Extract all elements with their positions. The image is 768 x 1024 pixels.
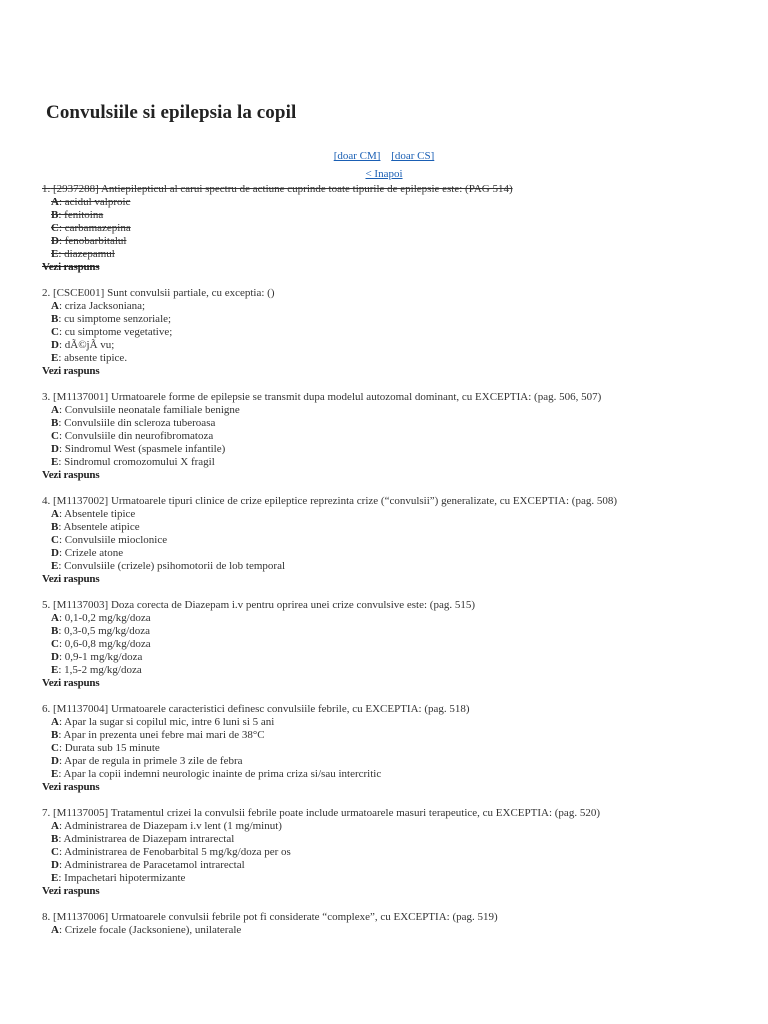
answer-option (42, 352, 742, 365)
question-number: 6. (42, 703, 51, 715)
option-text: : Administrarea de Diazepam intrarectal (58, 833, 235, 845)
question-number: 8. (42, 911, 51, 923)
option-letter: D (51, 651, 59, 663)
question-number: 7. (42, 807, 51, 819)
answer-option (42, 820, 742, 833)
option-letter: A (51, 924, 59, 936)
show-answer-link[interactable]: Vezi raspuns (42, 677, 100, 689)
question-text (42, 703, 742, 716)
answer-option (42, 625, 742, 638)
option-letter: E (51, 248, 59, 260)
answer-option (42, 716, 742, 729)
option-letter: C (51, 222, 59, 234)
option-text: : Convulsiile din scleroza tuberoasa (58, 417, 216, 429)
option-text: : Apar la copii indemni neurologic inainte de prima criza si/sau intercritic (58, 768, 382, 780)
answer-option (42, 209, 742, 222)
show-answer-link[interactable]: Vezi raspuns (42, 885, 100, 897)
option-letter: A (51, 300, 59, 312)
option-text: : 0,3-0,5 mg/kg/doza (58, 625, 150, 637)
option-text: : carbamazepina (58, 222, 131, 234)
option-letter: A (51, 196, 59, 208)
answer-option (42, 768, 742, 781)
answer-option (42, 534, 742, 547)
option-letter: B (51, 417, 59, 429)
question-body: [2937288] Antiepilepticul al carui spectru de actiune cuprinde toate tipurile de epilepsie este: (PAG 514) (53, 183, 513, 195)
question-item (42, 911, 742, 937)
option-text: : 1,5-2 mg/kg/doza (58, 664, 142, 676)
option-letter: E (51, 768, 59, 780)
answer-option (42, 742, 742, 755)
answer-option (42, 846, 742, 859)
option-text: : Apar in prezenta unei febre mai mari de 38°C (58, 729, 265, 741)
question-text (42, 599, 742, 612)
option-text: : criza Jacksoniana; (58, 300, 146, 312)
question-item (42, 599, 742, 690)
option-letter: C (51, 846, 59, 858)
option-text: : Administrarea de Paracetamol intrarectal (58, 859, 245, 871)
question-number: 2. (42, 287, 51, 299)
answer-option (42, 339, 742, 352)
option-letter: C (51, 534, 59, 546)
option-text: : Sindromul cromozomului X fragil (58, 456, 215, 468)
option-letter: B (51, 521, 59, 533)
option-text: : fenitoina (58, 209, 104, 221)
option-text: : cu simptome vegetative; (58, 326, 173, 338)
question-text (42, 183, 742, 196)
option-text: : Administrarea de Diazepam i.v lent (1 mg/minut) (58, 820, 282, 832)
answer-option (42, 833, 742, 846)
question-number: 3. (42, 391, 51, 403)
answer-option (42, 196, 742, 209)
question-body: [CSCE001] Sunt convulsii partiale, cu exceptia: () (53, 287, 275, 299)
option-letter: C (51, 742, 59, 754)
option-text: : Impachetari hipotermizante (58, 872, 186, 884)
show-answer-link[interactable]: Vezi raspuns (42, 781, 100, 793)
question-item (42, 495, 742, 586)
question-number: 5. (42, 599, 51, 611)
option-letter: D (51, 755, 59, 767)
back-nav (0, 168, 768, 181)
option-letter: D (51, 547, 59, 559)
question-body: [M1137006] Urmatoarele convulsii febrile pot fi considerate “complexe”, cu EXCEPTIA: (pag. 519) (53, 911, 498, 923)
question-text (42, 391, 742, 404)
option-text: : Apar de regula in primele 3 zile de febra (58, 755, 243, 767)
option-text: : acidul valproic (58, 196, 131, 208)
option-text: : cu simptome senzoriale; (58, 313, 172, 325)
answer-option (42, 404, 742, 417)
option-letter: A (51, 508, 59, 520)
option-letter: A (51, 820, 59, 832)
question-text (42, 495, 742, 508)
option-letter: C (51, 638, 59, 650)
answer-option (42, 456, 742, 469)
answer-option (42, 729, 742, 742)
option-text: : Convulsiile neonatale familiale benigne (58, 404, 240, 416)
option-text: : 0,1-0,2 mg/kg/doza (58, 612, 151, 624)
page-title: Convulsiile si epilepsia la copil (46, 102, 297, 123)
answer-option (42, 417, 742, 430)
answer-option (42, 872, 742, 885)
question-item (42, 391, 742, 482)
filter-cs-link[interactable]: [doar CS] (391, 150, 435, 162)
question-body: [M1137004] Urmatoarele caracteristici definesc convulsiile febrile, cu EXCEPTIA: (pag. 518) (53, 703, 470, 715)
question-body: [M1137002] Urmatoarele tipuri clinice de crize epileptice reprezinta crize (“convulsii”) generalizate, cu EXCEPTIA: (pag. 508) (53, 495, 618, 507)
option-text: : Durata sub 15 minute (58, 742, 160, 754)
option-letter: A (51, 716, 59, 728)
question-item (42, 183, 742, 274)
answer-option (42, 521, 742, 534)
answer-option (42, 547, 742, 560)
option-letter: E (51, 352, 59, 364)
option-letter: B (51, 313, 59, 325)
answer-option (42, 222, 742, 235)
option-text: : Crizele focale (Jacksoniene), unilaterale (58, 924, 242, 936)
option-text: : Crizele atone (58, 547, 124, 559)
show-answer-link[interactable]: Vezi raspuns (42, 469, 100, 481)
filter-cm-link[interactable]: [doar CM] (333, 150, 381, 162)
option-text: : Apar la sugar si copilul mic, intre 6 luni si 5 ani (58, 716, 275, 728)
question-list (42, 183, 742, 950)
option-letter: B (51, 625, 59, 637)
filter-links (0, 150, 768, 163)
option-text: : fenobarbitalul (58, 235, 127, 247)
option-letter: D (51, 235, 59, 247)
answer-option (42, 300, 742, 313)
option-text: : absente tipice. (58, 352, 128, 364)
option-text: : Sindromul West (spasmele infantile) (58, 443, 226, 455)
answer-option (42, 651, 742, 664)
question-item (42, 703, 742, 794)
answer-option (42, 859, 742, 872)
back-link[interactable]: < Inapoi (365, 168, 403, 180)
option-text: : Administrarea de Fenobarbital 5 mg/kg/doza per os (58, 846, 291, 858)
option-text: : 0,6-0,8 mg/kg/doza (58, 638, 151, 650)
question-body: [M1137005] Tratamentul crizei la convulsii febrile poate include urmatoarele masuri terapeutice, cu EXCEPTIA: (pag. 520) (53, 807, 600, 819)
question-number: 4. (42, 495, 51, 507)
question-item (42, 807, 742, 898)
answer-option (42, 248, 742, 261)
answer-option (42, 612, 742, 625)
option-text: : dÃ©jÃ vu; (58, 339, 115, 351)
question-text (42, 287, 742, 300)
option-text: : diazepamul (58, 248, 115, 260)
option-text: : 0,9-1 mg/kg/doza (58, 651, 143, 663)
question-body: [M1137001] Urmatoarele forme de epilepsie se transmit dupa modelul autozomal dominant, cu EXCEPTIA: (pag. 506, 507) (53, 391, 602, 403)
option-letter: E (51, 664, 59, 676)
question-body: [M1137003] Doza corecta de Diazepam i.v pentru oprirea unei crize convulsive este: (pag. 515) (53, 599, 476, 611)
option-text: : Convulsiile (crizele) psihomotorii de lob temporal (58, 560, 286, 572)
option-text: : Convulsiile din neurofibromatoza (58, 430, 214, 442)
option-letter: B (51, 729, 59, 741)
answer-option (42, 430, 742, 443)
show-answer-link[interactable]: Vezi raspuns (42, 573, 100, 585)
option-letter: E (51, 560, 59, 572)
question-item (42, 287, 742, 378)
option-letter: C (51, 430, 59, 442)
option-text: : Absentele atipice (58, 521, 140, 533)
show-answer-link[interactable]: Vezi raspuns (42, 261, 100, 273)
option-letter: E (51, 872, 59, 884)
answer-option (42, 313, 742, 326)
option-text: : Convulsiile mioclonice (58, 534, 168, 546)
question-text (42, 807, 742, 820)
answer-option (42, 326, 742, 339)
option-letter: D (51, 339, 59, 351)
show-answer-link[interactable]: Vezi raspuns (42, 365, 100, 377)
answer-option (42, 755, 742, 768)
option-letter: B (51, 209, 59, 221)
option-letter: D (51, 443, 59, 455)
question-text (42, 911, 742, 924)
answer-option (42, 508, 742, 521)
question-number: 1. (42, 183, 51, 195)
option-text: : Absentele tipice (58, 508, 136, 520)
answer-option (42, 560, 742, 573)
option-letter: B (51, 833, 59, 845)
option-letter: C (51, 326, 59, 338)
answer-option (42, 235, 742, 248)
option-letter: D (51, 859, 59, 871)
option-letter: E (51, 456, 59, 468)
answer-option (42, 443, 742, 456)
option-letter: A (51, 612, 59, 624)
answer-option (42, 638, 742, 651)
option-letter: A (51, 404, 59, 416)
answer-option (42, 924, 742, 937)
answer-option (42, 664, 742, 677)
